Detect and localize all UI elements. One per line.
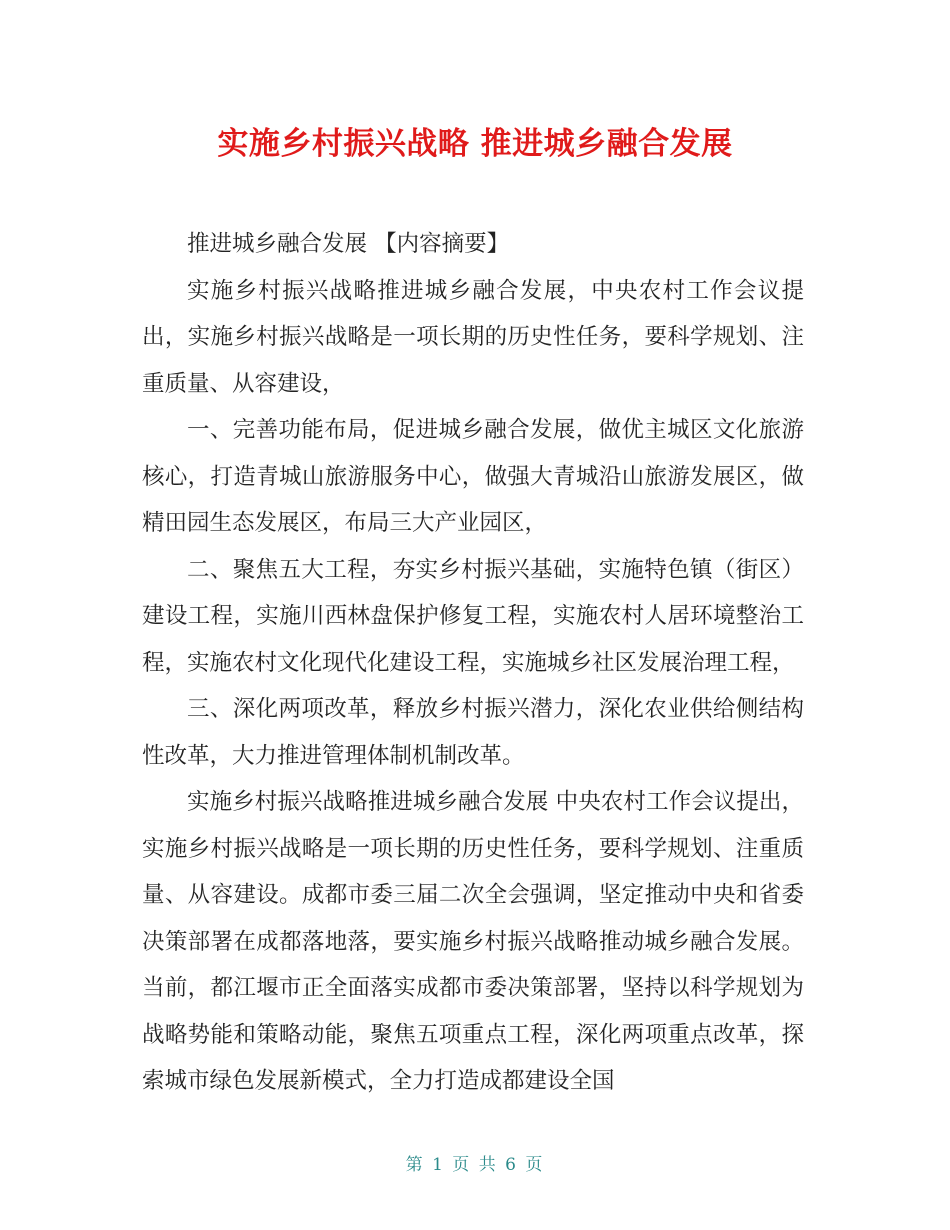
paragraph: 三、深化两项改革，释放乡村振兴潜力，深化农业供给侧结构性改革，大力推进管理体制机制改革。	[142, 696, 804, 769]
paragraph: 二、聚焦五大工程，夯实乡村振兴基础，实施特色镇（街区）建设工程，实施川西林盘保护修复工程，实施农村人居环境整治工程，实施农村文化现代化建设工程，实施城乡社区发展治理工程，	[142, 556, 804, 676]
document-title: 实施乡村振兴战略 推进城乡融合发展	[217, 126, 733, 162]
paragraph: 实施乡村振兴战略推进城乡融合发展 中央农村工作会议提出，实施乡村振兴战略是一项长期的历史性任务，要科学规划、注重质量、从容建设。成都市委三届二次全会强调，坚定推动中央和省委决策部署在成都落地落，要实施乡村振兴战略推动城乡融合发展。当前，都江堰市正全面落实成都市委决策部署，坚持以科学规划为战略势能和策略动能，聚焦五项重点工程，深化两项重点改革，探索城市绿色发展新模式，全力打造成都建设全国	[142, 789, 804, 1094]
paragraph: 实施乡村振兴战略推进城乡融合发展，中央农村工作会议提出，实施乡村振兴战略是一项长期的历史性任务，要科学规划、注重质量、从容建设，	[142, 277, 804, 397]
document-body	[142, 221, 804, 1105]
paragraph: 一、完善功能布局，促进城乡融合发展，做优主城区文化旅游核心，打造青城山旅游服务中心，做强大青城沿山旅游发展区，做精田园生态发展区，布局三大产业园区，	[142, 417, 804, 536]
page-number-footer: 第 1 页 共 6 页	[405, 1155, 545, 1175]
paragraph-abstract-heading: 推进城乡融合发展 【内容摘要】	[187, 231, 510, 257]
